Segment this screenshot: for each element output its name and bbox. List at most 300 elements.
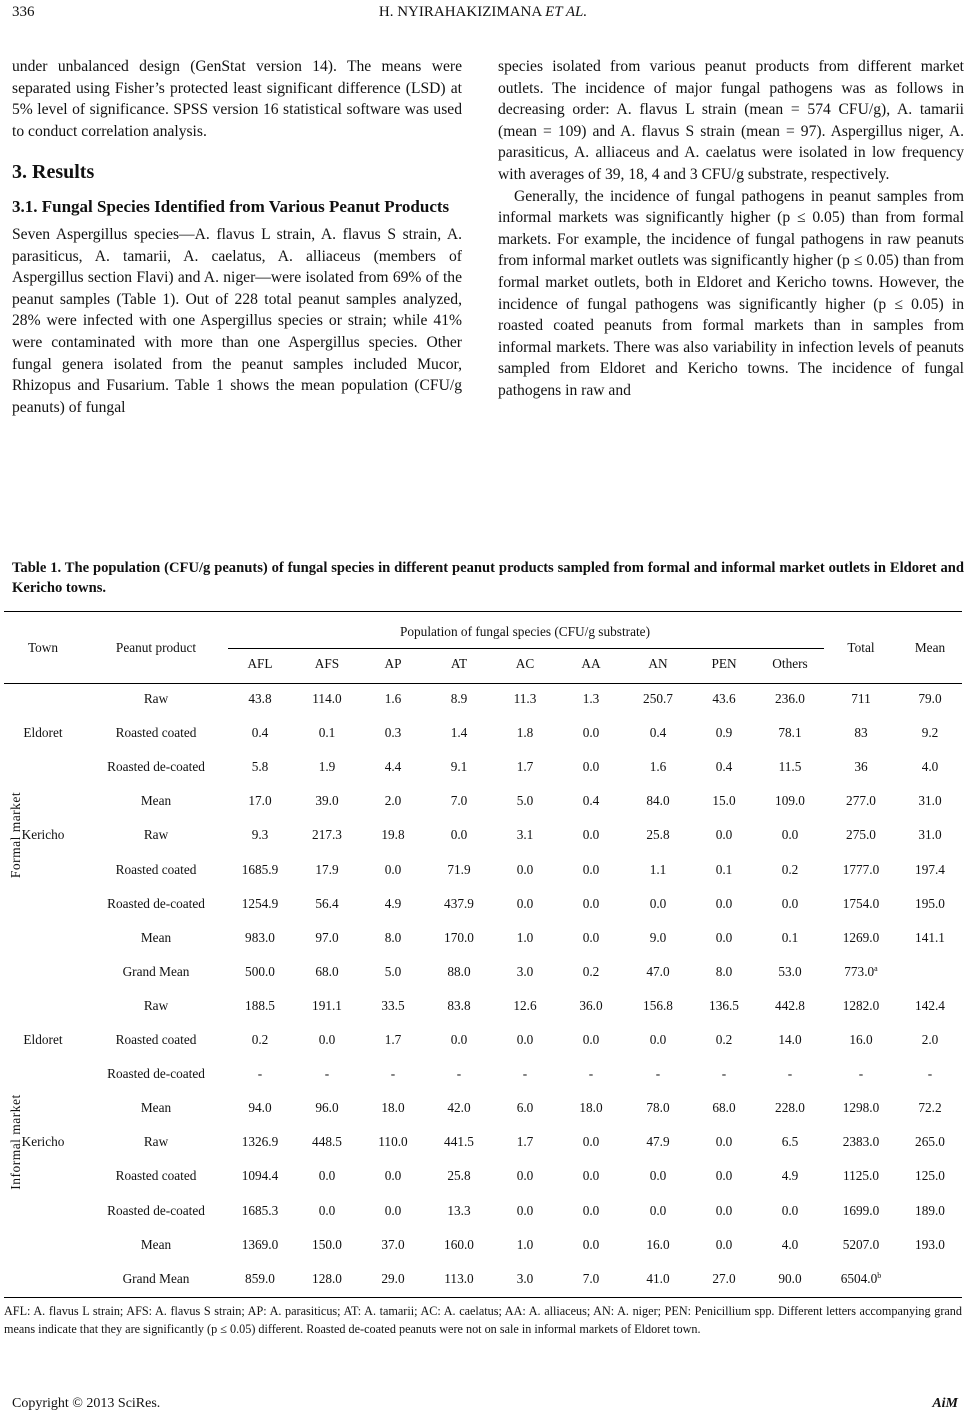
table-cell xyxy=(242,1203,279,1219)
table-cell xyxy=(844,964,877,980)
table-cell xyxy=(385,1032,402,1048)
table-cell xyxy=(646,1100,669,1116)
cell-value: 0.0 xyxy=(516,861,534,877)
table-cell xyxy=(918,1100,941,1116)
table-cell xyxy=(514,691,537,707)
table-cell xyxy=(722,1066,726,1082)
table-cell xyxy=(513,998,536,1014)
product-label: Raw xyxy=(143,1134,169,1150)
cell-value: 56.4 xyxy=(315,895,339,911)
cell-value: 96.0 xyxy=(315,1100,339,1116)
table-cell xyxy=(517,1134,534,1150)
table-cell xyxy=(444,1237,474,1253)
cell-value: 0.0 xyxy=(582,1032,600,1047)
cell-value: 0.0 xyxy=(582,759,600,775)
cell-value: 0.0 xyxy=(715,827,733,843)
table-cell xyxy=(775,1100,805,1116)
cell-value: 29.0 xyxy=(381,1270,405,1286)
cell-value: 859.0 xyxy=(245,1270,275,1286)
cell-value: 8.0 xyxy=(384,929,402,945)
table-cell xyxy=(252,725,269,741)
table-cell xyxy=(650,896,667,912)
cell-value: 0.3 xyxy=(384,725,402,741)
species-column-header: Others xyxy=(772,656,808,671)
table-cell xyxy=(643,998,673,1014)
significance-letter: a xyxy=(874,963,878,973)
table-cell xyxy=(583,759,600,775)
cell-value: 72.2 xyxy=(918,1100,942,1116)
product-label: Roasted de-coated xyxy=(107,895,205,911)
product-label: Grand Mean xyxy=(122,963,190,979)
table-cell xyxy=(381,827,404,843)
table-cell xyxy=(381,998,404,1014)
header-total: Total xyxy=(847,640,875,655)
table-cell xyxy=(583,862,600,878)
cell-value: 1.7 xyxy=(516,759,534,775)
subsection-heading: 3.1. Fungal Species Identified from Various Peanut Products xyxy=(12,196,450,216)
cell-value: - xyxy=(257,1066,263,1082)
table-cell xyxy=(716,759,733,775)
cell-value: 136.5 xyxy=(709,997,739,1013)
cell-value: 17.0 xyxy=(248,793,272,809)
table-cell xyxy=(778,1032,801,1048)
product-label: Roasted coated xyxy=(115,1032,197,1047)
cell-value: 125.0 xyxy=(915,1168,945,1184)
table-cell xyxy=(447,1168,470,1184)
table-cell xyxy=(381,1100,404,1116)
cell-value: 128.0 xyxy=(312,1270,342,1286)
cell-value: 113.0 xyxy=(444,1270,474,1286)
table-cell xyxy=(583,1237,600,1253)
table-cell xyxy=(716,1134,733,1150)
cell-value: 0.0 xyxy=(318,1168,336,1184)
cell-value: 9.1 xyxy=(450,759,468,775)
table-cell xyxy=(381,1237,404,1253)
cell-value: - xyxy=(927,1066,933,1082)
table-cell xyxy=(716,1203,733,1219)
cell-value: 0.0 xyxy=(715,895,733,911)
table-cell xyxy=(579,998,602,1014)
table-cell xyxy=(849,1032,872,1048)
cell-value: 0.4 xyxy=(715,759,733,775)
table-cell xyxy=(391,1066,395,1082)
cell-value: 1.3 xyxy=(582,691,600,706)
table-cell xyxy=(650,759,667,775)
cell-value: 14.0 xyxy=(778,1032,802,1047)
product-label: Roasted coated xyxy=(115,725,197,741)
cell-value: 0.0 xyxy=(582,827,600,843)
table-cell xyxy=(451,759,468,775)
table-cell xyxy=(252,1032,269,1048)
table-cell xyxy=(778,1271,801,1287)
table-cell xyxy=(782,930,799,946)
species-column-header: AP xyxy=(384,656,402,671)
cell-value: 773.0 xyxy=(844,964,875,980)
table-cell xyxy=(782,1237,799,1253)
table-cell xyxy=(915,862,945,878)
header-mid-rule xyxy=(228,648,824,649)
table-cell xyxy=(782,1203,799,1219)
table-cell xyxy=(444,896,474,912)
cell-value: 88.0 xyxy=(447,963,471,979)
table-cell xyxy=(775,691,805,707)
product-label: Roasted de-coated xyxy=(107,1202,205,1218)
table-cell xyxy=(922,725,939,741)
table-cell xyxy=(928,1066,932,1082)
cell-value: 1.7 xyxy=(384,1032,402,1047)
cell-value: 90.0 xyxy=(778,1270,802,1286)
table-cell xyxy=(646,827,669,843)
table-cell xyxy=(656,1066,660,1082)
cell-value: 7.0 xyxy=(450,793,468,809)
table-cell xyxy=(915,930,945,946)
table-cell xyxy=(650,862,667,878)
cell-value: 2.0 xyxy=(384,793,402,809)
cell-value: 0.0 xyxy=(715,1236,733,1252)
cell-value: 448.5 xyxy=(312,1134,342,1150)
table-cell xyxy=(922,1032,939,1048)
journal-name: AiM xyxy=(932,1396,958,1411)
cell-value: 78.0 xyxy=(646,1100,670,1116)
table-cell xyxy=(517,1237,534,1253)
cell-value: 0.0 xyxy=(715,1202,733,1218)
table-cell xyxy=(447,862,470,878)
product-label: Raw xyxy=(143,997,169,1013)
table-cell xyxy=(583,896,600,912)
table-cell xyxy=(843,1168,879,1184)
cell-value: 110.0 xyxy=(378,1134,408,1150)
cell-value: 43.6 xyxy=(712,691,736,706)
cell-value: 1.7 xyxy=(516,1134,534,1150)
cell-value: 13.3 xyxy=(447,1202,471,1218)
table-cell xyxy=(385,862,402,878)
table-cell xyxy=(716,1237,733,1253)
cell-value: 33.5 xyxy=(381,997,405,1013)
cell-value: 94.0 xyxy=(248,1100,272,1116)
table-cell xyxy=(788,1066,792,1082)
table-cell xyxy=(782,896,799,912)
cell-value: 1.0 xyxy=(516,929,534,945)
cell-value: 0.0 xyxy=(582,861,600,877)
species-column-header: AA xyxy=(581,656,601,671)
cell-value: 1.9 xyxy=(318,759,336,775)
table-cell xyxy=(385,793,402,809)
table-cell xyxy=(385,691,402,707)
cell-value: 265.0 xyxy=(915,1134,945,1150)
table-cell xyxy=(841,1270,882,1286)
table-cell xyxy=(650,1032,667,1048)
table-cell xyxy=(915,1237,945,1253)
cell-value: 53.0 xyxy=(778,963,802,979)
cell-value: 25.8 xyxy=(447,1168,471,1184)
cell-value: 19.8 xyxy=(381,827,405,843)
table-cell xyxy=(517,1100,534,1116)
cell-value: 236.0 xyxy=(775,691,805,706)
table-cell xyxy=(716,725,733,741)
table-cell xyxy=(248,691,271,707)
table-cell xyxy=(918,827,941,843)
cell-value: 109.0 xyxy=(775,793,805,809)
cell-value: 0.0 xyxy=(516,1168,534,1184)
table-cell xyxy=(583,1168,600,1184)
market-group-label: Informal market xyxy=(8,1094,23,1191)
cell-value: 1.4 xyxy=(450,725,468,741)
table-cell xyxy=(583,793,600,809)
section-heading: 3. Results xyxy=(12,161,95,184)
cell-value: 1269.0 xyxy=(842,929,880,945)
cell-value: 0.4 xyxy=(649,725,667,741)
cell-value: 156.8 xyxy=(643,997,673,1013)
cell-value: 0.0 xyxy=(318,1032,336,1047)
cell-value: 6.5 xyxy=(781,1134,799,1150)
table-cell xyxy=(650,930,667,946)
town-label: Kericho xyxy=(21,827,65,843)
cell-value: 160.0 xyxy=(444,1236,474,1252)
cell-value: 6504.0 xyxy=(840,1270,878,1286)
cell-value: - xyxy=(858,1066,864,1082)
table-cell xyxy=(252,759,269,775)
table-cell xyxy=(517,759,534,775)
table-cell xyxy=(778,964,801,980)
cell-value: 68.0 xyxy=(712,1100,736,1116)
table-cell xyxy=(242,862,279,878)
cell-value: 71.9 xyxy=(447,861,471,877)
cell-value: 0.0 xyxy=(582,1168,600,1184)
table-cell xyxy=(451,793,468,809)
cell-value: 4.0 xyxy=(781,1236,799,1252)
table-cell xyxy=(583,1203,600,1219)
cell-value: 1094.4 xyxy=(241,1168,279,1184)
table-cell xyxy=(447,998,470,1014)
table-cell xyxy=(843,896,880,912)
cell-value: 0.0 xyxy=(781,827,799,843)
table-cell xyxy=(451,725,468,741)
cell-value: 31.0 xyxy=(918,793,942,809)
cell-value: 0.0 xyxy=(649,1032,667,1047)
cell-value: 0.0 xyxy=(516,1032,534,1047)
table-cell xyxy=(517,827,534,843)
cell-value: 0.0 xyxy=(582,1202,600,1218)
table-cell xyxy=(385,759,402,775)
cell-value: 0.1 xyxy=(781,929,799,945)
table-cell xyxy=(846,793,876,809)
product-label: Roasted de-coated xyxy=(107,759,205,775)
table-cell xyxy=(779,759,802,775)
cell-value: 0.0 xyxy=(384,1202,402,1218)
table-cell xyxy=(252,827,269,843)
table-cell xyxy=(315,1100,338,1116)
cell-value: 0.0 xyxy=(318,1202,336,1218)
table-cell xyxy=(258,1066,262,1082)
cell-value: 5207.0 xyxy=(842,1236,880,1252)
table-cell xyxy=(319,1203,336,1219)
table-cell xyxy=(517,1168,534,1184)
table-cell xyxy=(319,759,336,775)
cell-value: 189.0 xyxy=(915,1202,945,1218)
cell-value: 228.0 xyxy=(775,1100,805,1116)
table-cell xyxy=(643,691,673,707)
cell-value: 0.1 xyxy=(318,725,336,741)
cell-value: 0.2 xyxy=(781,861,799,877)
table-cell xyxy=(517,964,534,980)
cell-value: 1.8 xyxy=(516,725,534,741)
cell-value: 9.2 xyxy=(921,725,939,741)
table-cell xyxy=(517,725,534,741)
table-cell xyxy=(709,998,739,1014)
table-cell xyxy=(650,725,667,741)
table-cell xyxy=(583,930,600,946)
town-label: Eldoret xyxy=(23,1032,63,1047)
table-cell xyxy=(716,1032,733,1048)
product-label: Grand Mean xyxy=(122,1270,190,1286)
cell-value: 0.4 xyxy=(251,725,269,741)
table-cell xyxy=(312,1271,342,1287)
cell-value: 193.0 xyxy=(915,1236,945,1252)
cell-value: 37.0 xyxy=(381,1236,405,1252)
cell-value: 43.8 xyxy=(248,691,272,706)
cell-value: 1685.9 xyxy=(241,861,279,877)
cell-value: 15.0 xyxy=(712,793,736,809)
market-group-label: Formal market xyxy=(8,792,23,879)
table-cell xyxy=(242,896,279,912)
left-column xyxy=(12,56,462,418)
paragraph: Seven Aspergillus species—A. flavus L strain, A. flavus S strain, A. parasiticus, A. tamarii, A. caelatus, A. alliaceus (members of Aspergillus section Flavi) and A. niger—were isolated from 69% of the peanut samples (Table 1). Out of 228 total peanut samples analyzed, 28% were infected with one Aspergillus species or strain; while 41% were contaminated with more than one Aspergillus species. Other fungal genera isolated from the peanut samples included Mucor, Rhizopus and Fusarium. Table 1 shows the mean population (CFU/g peanuts) of fungal xyxy=(12,225,462,416)
cell-value: 16.0 xyxy=(849,1032,873,1047)
table-cell xyxy=(312,998,342,1014)
table-cell xyxy=(918,691,941,707)
cell-value: - xyxy=(787,1066,793,1082)
table-cell xyxy=(245,930,275,946)
product-label: Mean xyxy=(140,929,172,945)
cell-value: 0.0 xyxy=(384,861,402,877)
cell-value: 4.4 xyxy=(384,759,402,775)
cell-value: 8.0 xyxy=(715,963,733,979)
table-cell xyxy=(385,896,402,912)
table-cell xyxy=(583,1271,600,1287)
running-title xyxy=(0,4,966,21)
table-footnote: AFL: A. flavus L strain; AFS: A. flavus S strain; AP: A. parasiticus; AT: A. tamarii; AC: A. caelatus; AA: A. alliaceus; AN: A. niger; PEN: Penicillium spp. Different letters accompanying grand means indicate that they are significantly (p ≤ 0.05) different. Roasted de-coated peanuts were not on sale in informal markets of Eldoret town. xyxy=(4,1304,962,1336)
species-column-header: AFL xyxy=(247,656,273,671)
cell-value: 7.0 xyxy=(582,1270,600,1286)
cell-value: 0.0 xyxy=(715,1134,733,1150)
cell-value: 31.0 xyxy=(918,827,942,843)
cell-value: 500.0 xyxy=(245,963,275,979)
table-cell xyxy=(646,1134,669,1150)
cell-value: 170.0 xyxy=(444,929,474,945)
cell-value: 0.0 xyxy=(516,895,534,911)
cell-value: 0.0 xyxy=(450,1032,468,1047)
table-cell xyxy=(312,1237,342,1253)
header-mean: Mean xyxy=(914,640,946,655)
table-cell xyxy=(712,793,735,809)
cell-value: 3.1 xyxy=(516,827,534,843)
cell-value: - xyxy=(721,1066,727,1082)
table-cell xyxy=(646,1271,669,1287)
cell-value: 114.0 xyxy=(312,691,342,706)
table-cell xyxy=(782,1134,799,1150)
table-cell xyxy=(712,691,735,707)
table-cell xyxy=(843,1203,880,1219)
table-caption: Table 1. The population (CFU/g peanuts) of fungal species in different peanut products sampled from formal and informal market outlets in Eldoret and Kericho towns. xyxy=(12,560,964,596)
cell-value: 18.0 xyxy=(579,1100,603,1116)
cell-value: 141.1 xyxy=(915,929,945,945)
cell-value: 83.8 xyxy=(447,997,471,1013)
table-cell xyxy=(517,1271,534,1287)
cell-value: 5.0 xyxy=(516,793,534,809)
table-cell xyxy=(716,896,733,912)
cell-value: 78.1 xyxy=(778,725,802,741)
cell-value: 5.0 xyxy=(384,963,402,979)
cell-value: 0.0 xyxy=(384,1168,402,1184)
table-cell xyxy=(312,827,342,843)
cell-value: 0.1 xyxy=(715,861,733,877)
cell-value: 1254.9 xyxy=(241,895,279,911)
cell-value: 0.0 xyxy=(715,929,733,945)
copyright: Copyright © 2013 SciRes. xyxy=(12,1396,161,1411)
table-cell xyxy=(385,1168,402,1184)
table-cell xyxy=(248,1100,271,1116)
table-cell xyxy=(579,1100,602,1116)
table-cell xyxy=(517,1203,534,1219)
species-column-header: AFS xyxy=(314,656,340,671)
table-cell xyxy=(712,1100,735,1116)
paragraph: Generally, the incidence of fungal pathogens in peanut samples from informal markets was significantly higher (p ≤ 0.05) than from formal markets. For example, the incidence of fungal pathogens in raw peanuts from informal market outlets was significantly higher (p ≤ 0.05) than from formal market outlets, both in Eldoret and Kericho towns. However, the incidence of fungal pathogens was significantly higher (p ≤ 0.05) in roasted coated peanuts from formal markets than in samples from informal markets. There was also variability in infection levels of peanuts sampled from Eldoret and Kericho towns. The incidence of fungal pathogens in raw and xyxy=(498,187,964,399)
table-cell xyxy=(378,1134,407,1150)
table-cell xyxy=(915,896,945,912)
cell-value: 275.0 xyxy=(846,827,876,843)
table-cell xyxy=(444,930,474,946)
cell-value: 1282.0 xyxy=(842,997,880,1013)
product-label: Roasted de-coated xyxy=(107,1066,205,1082)
table-cell xyxy=(782,1168,799,1184)
running-title-suffix: ET AL. xyxy=(545,4,588,20)
table-cell xyxy=(447,964,470,980)
cell-value: 5.8 xyxy=(251,759,269,775)
cell-value: 1.0 xyxy=(516,1236,534,1252)
table-cell xyxy=(843,998,880,1014)
cell-value: 191.1 xyxy=(312,997,342,1013)
cell-value: 1699.0 xyxy=(842,1202,880,1218)
cell-value: 1298.0 xyxy=(842,1100,880,1116)
table-cell xyxy=(517,1032,534,1048)
cell-value: 0.0 xyxy=(649,1202,667,1218)
header-bottom-rule xyxy=(4,683,962,684)
cell-value: 12.6 xyxy=(513,997,537,1013)
table-cell xyxy=(782,862,799,878)
table-cell xyxy=(447,1100,470,1116)
table-cell xyxy=(843,1237,880,1253)
cell-value: 11.5 xyxy=(778,759,802,775)
table-cell xyxy=(778,725,801,741)
table-cell xyxy=(517,896,534,912)
cell-value: 0.2 xyxy=(251,1032,269,1047)
cell-value: 47.9 xyxy=(646,1134,670,1150)
cell-value: 4.9 xyxy=(781,1168,799,1184)
table-cell xyxy=(517,930,534,946)
table-cell xyxy=(312,1134,342,1150)
table-cell xyxy=(646,964,669,980)
town-label: Eldoret xyxy=(23,725,63,741)
cell-value: - xyxy=(324,1066,330,1082)
cell-value: 142.4 xyxy=(915,997,945,1013)
cell-value: 18.0 xyxy=(381,1100,405,1116)
cell-value: 2383.0 xyxy=(842,1134,880,1150)
table-cell xyxy=(716,862,733,878)
table-cell xyxy=(650,1168,667,1184)
cell-value: 0.0 xyxy=(582,1134,600,1150)
cell-value: 442.8 xyxy=(775,997,805,1013)
running-title-author: H. NYIRAHAKIZIMANA xyxy=(378,4,542,20)
